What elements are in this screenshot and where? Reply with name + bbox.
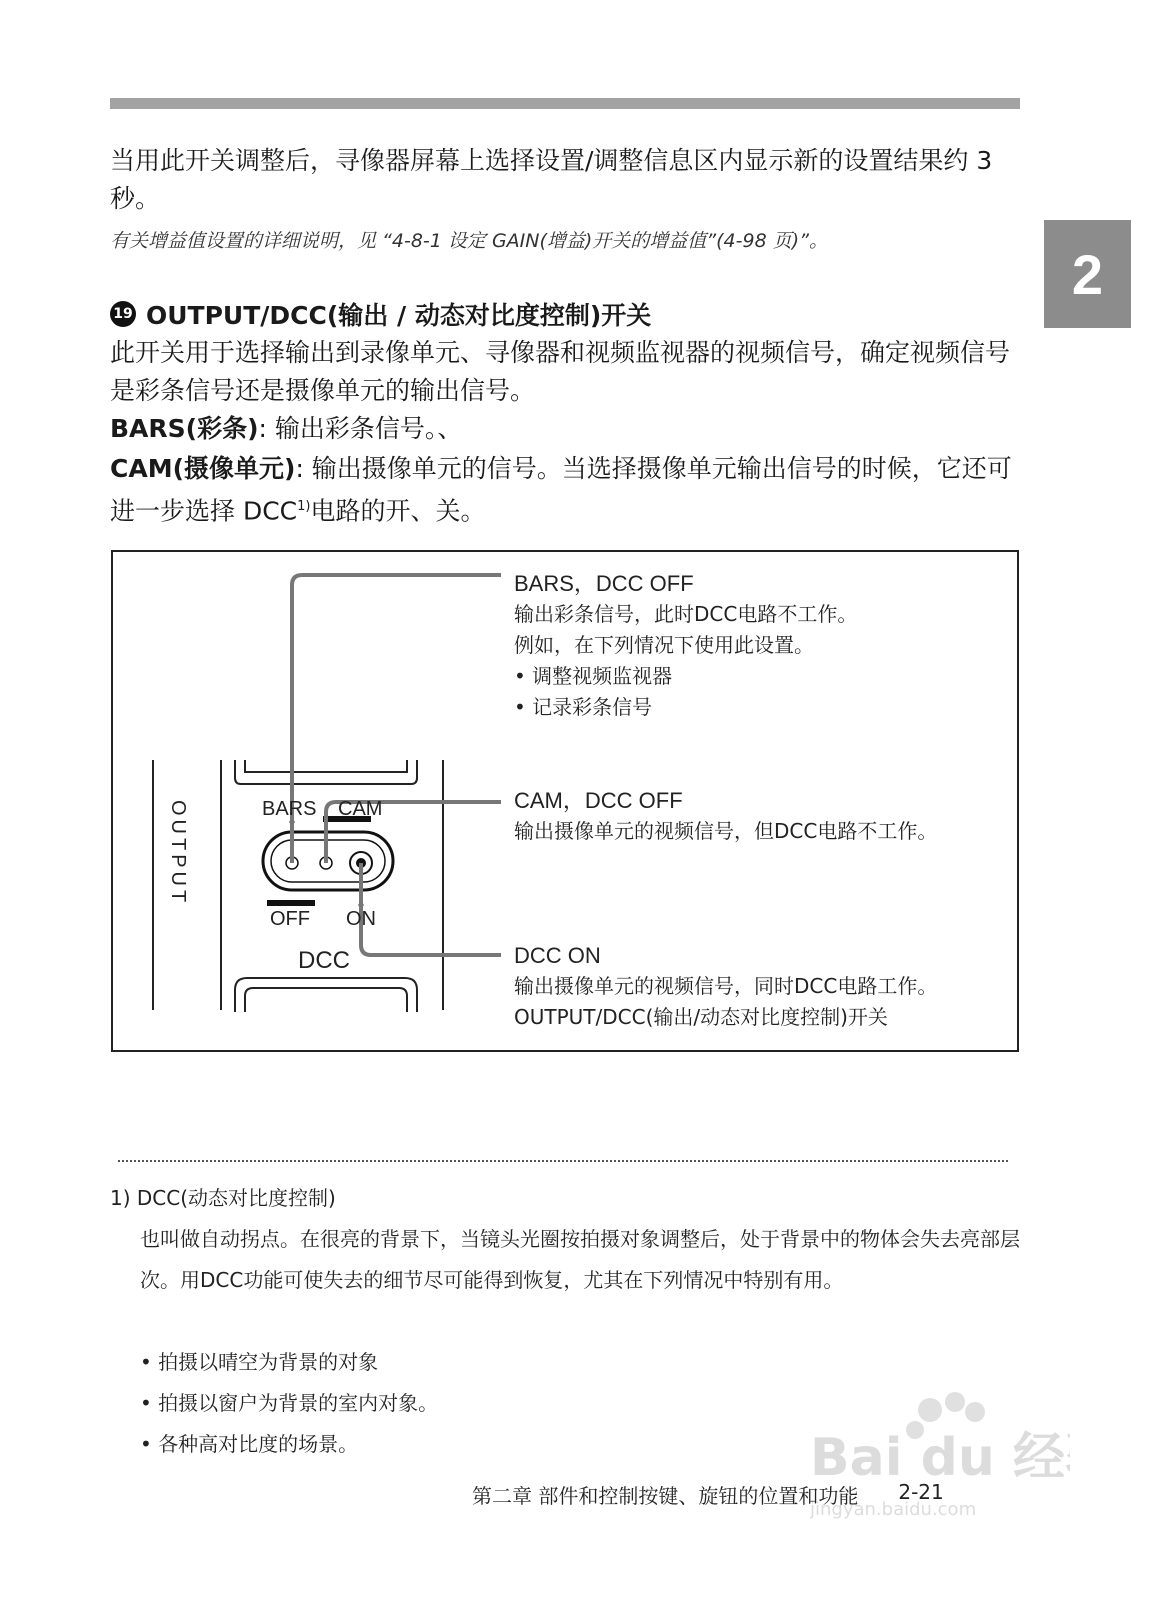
page-number: 2-21 [898, 1480, 944, 1504]
list-item: • 各种高对比度的场景。 [140, 1424, 438, 1465]
cam-term: CAM(摄像单元) [110, 454, 296, 483]
list-item: • 拍摄以窗户为背景的室内对象。 [140, 1383, 438, 1424]
list-item: • 调整视频监视器 [514, 661, 857, 692]
dcc-label: DCC [298, 947, 350, 974]
cam-desc-end: 电路的开、关。 [310, 496, 486, 526]
cam-definition [110, 450, 1030, 530]
intro-paragraph: 当用此开关调整后，寻像器屏幕上选择设置/调整信息区内显示新的设置结果约 3 秒。 [110, 146, 993, 213]
svg-text:Bai du 经验: Bai du 经 [810, 1428, 1065, 1488]
footnote-list [140, 1342, 438, 1465]
callout-title: CAM，DCC OFF [514, 788, 683, 813]
footnote-divider [118, 1160, 1008, 1162]
section-title: OUTPUT/DCC(输出 / 动态对比度控制)开关 [146, 301, 652, 330]
callout-line: 输出摄像单元的视频信号，同时DCC电路工作。 [514, 974, 938, 998]
callout-title: DCC ON [514, 943, 601, 968]
cam-position-label: CAM [338, 798, 383, 820]
bars-definition [110, 410, 1030, 448]
chapter-tab: 2 [1044, 220, 1131, 328]
section-heading [110, 296, 651, 332]
callout-line: 输出彩条信号，此时DCC电路不工作。 [514, 602, 858, 626]
footnote-ref: 1) [297, 499, 311, 514]
footnote-text: 也叫做自动拐点。在很亮的背景下，当镜头光圈按拍摄对象调整后，处于背景中的物体会失去亮部层次。用DCC功能可使失去的细节尽可能得到恢复，尤其在下列情况中特别有用。 [140, 1227, 1020, 1292]
callout-line: 输出摄像单元的视频信号，但DCC电路不工作。 [514, 819, 938, 843]
section-description: 此开关用于选择输出到录像单元、寻像器和视频监视器的视频信号，确定视频信号是彩条信号还是摄像单元的输出信号。 [110, 338, 1011, 405]
callout-line: 例如，在下列情况下使用此设置。 [514, 633, 814, 657]
callout-line: OUTPUT/DCC(输出/动态对比度控制)开关 [514, 1005, 888, 1029]
callout-title: BARS，DCC OFF [514, 571, 694, 596]
top-rule [110, 98, 1020, 109]
callout-bars-dcc-off [514, 568, 857, 723]
watermark-logo [810, 1390, 1070, 1530]
output-label: OUTPUT [167, 800, 189, 907]
bars-term: BARS(彩条) [110, 414, 259, 443]
list-item: • 拍摄以晴空为背景的对象 [140, 1342, 438, 1383]
circled-number-icon: 19 [110, 301, 136, 327]
gain-reference-note: 有关增益值设置的详细说明，见 “4-8-1 设定 GAIN(增益)开关的增益值”(4-98 页)”。 [110, 230, 828, 252]
svg-text:jingyan.baidu.com: jingyan.baidu.com [810, 1499, 977, 1520]
callout-cam-dcc-off [514, 785, 937, 847]
callout-dcc-on [514, 940, 937, 1033]
bars-desc: : 输出彩条信号。、 [258, 414, 463, 443]
cam-desc: : 输出摄像单元的信号。当选择摄像单元输出信号的时候，它还可进一步选择 DCC [110, 454, 1012, 526]
off-position-label: OFF [270, 908, 310, 930]
footnote-label: 1) DCC(动态对比度控制) [110, 1186, 336, 1210]
list-item: • 记录彩条信号 [514, 692, 857, 723]
on-position-label: ON [346, 908, 376, 930]
bars-position-label: BARS [262, 798, 317, 820]
chapter-title: 第二章 部件和控制按键、旋钮的位置和功能 [472, 1484, 859, 1508]
